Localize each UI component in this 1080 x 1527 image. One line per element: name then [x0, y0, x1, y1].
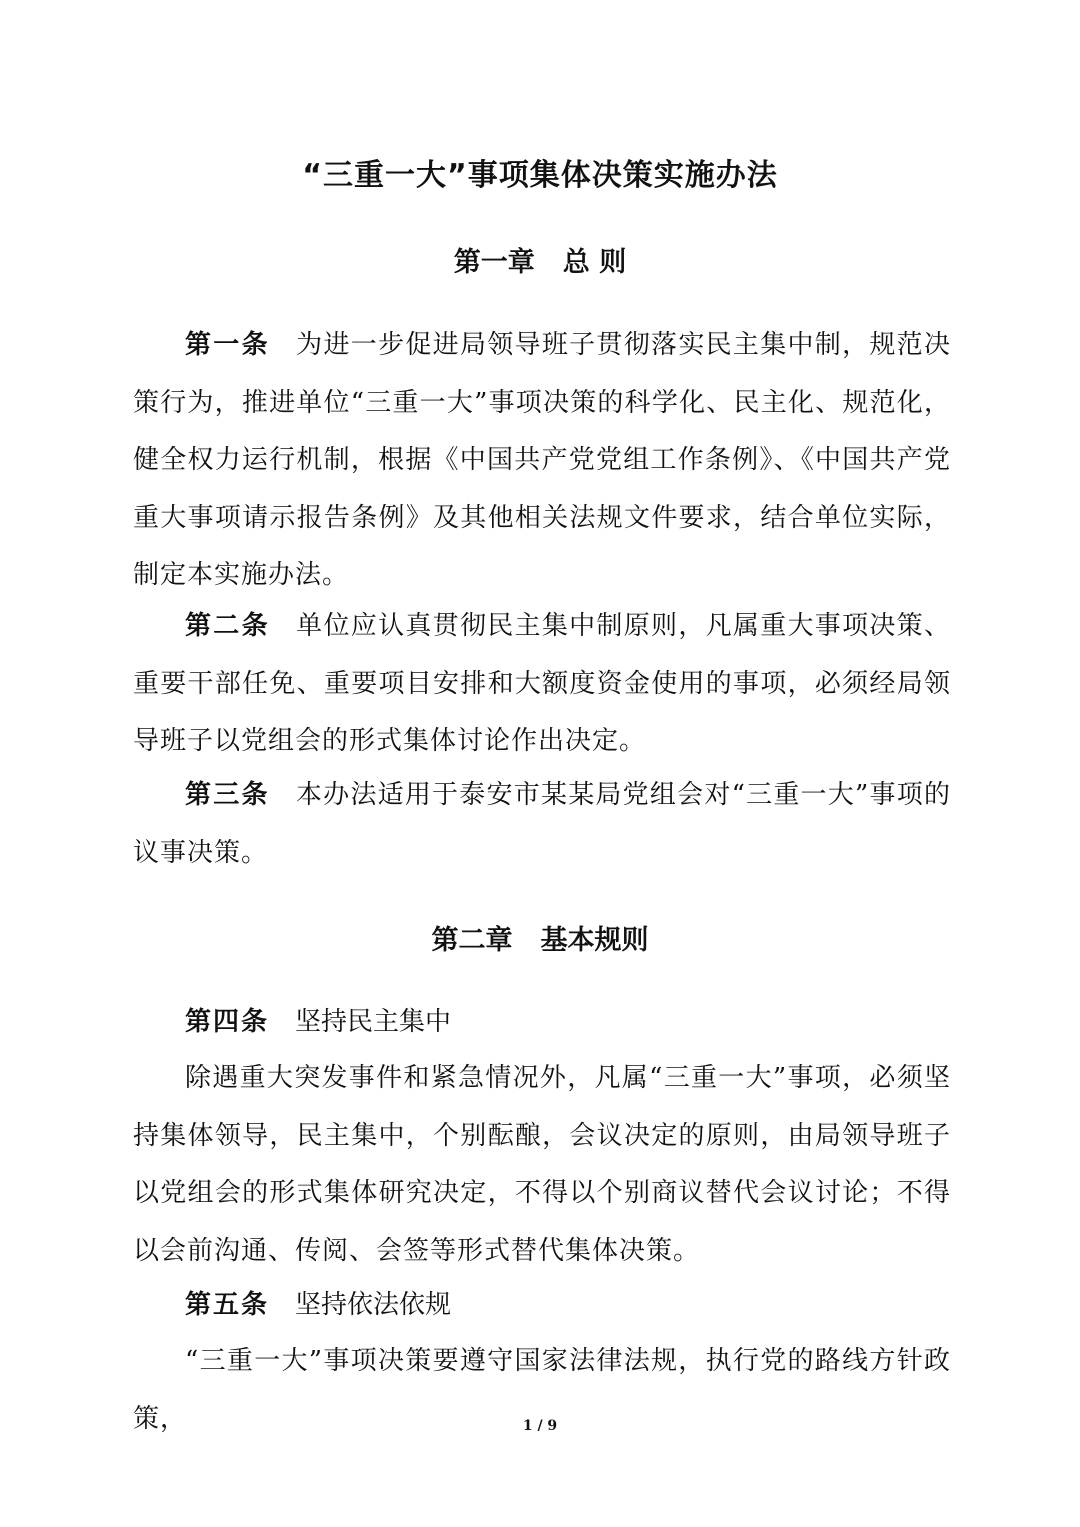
chapter-2-label: 第二章 [431, 925, 513, 956]
article-2-text: 单位应认真贯彻民主集中制原则，凡属重大事项决策、重要干部任免、重要项目安排和大额度资金使用的事项，必须经局领导班子以党组会的形式集体讨论作出决定。 [133, 611, 951, 756]
article-4-title: 坚持民主集中 [295, 1007, 452, 1037]
page-number: 1 / 9 [522, 1418, 558, 1434]
chapter-1-label: 第一章 [453, 247, 535, 278]
article-4-heading [185, 1002, 451, 1042]
article-5-label: 第五条 [185, 1290, 270, 1320]
article-1 [133, 317, 951, 605]
article-2-label: 第二条 [185, 611, 270, 641]
chapter-1-name: 总 则 [562, 247, 627, 278]
article-3-text: 本办法适用于泰安市某某局党组会对“三重一大”事项的议事决策。 [133, 780, 951, 868]
article-5-heading [185, 1285, 451, 1325]
article-4-body: 除遇重大突发事件和紧急情况外，凡属“三重一大”事项，必须坚持集体领导，民主集中，个别酝酿，会议决定的原则，由局领导班子以党组会的形式集体研究决定，不得以个别商议替代会议讨论；不得以会前沟通、传阅、会签等形式替代集体决策。 [133, 1063, 951, 1266]
article-5-body: “三重一大”事项决策要遵守国家法律法规，执行党的路线方针政策， [133, 1346, 951, 1434]
article-3-label: 第三条 [185, 780, 270, 810]
article-2 [133, 598, 951, 771]
article-1-label: 第一条 [185, 330, 270, 360]
article-4-label: 第四条 [185, 1007, 270, 1037]
article-3 [133, 767, 951, 882]
article-1-text: 为进一步促进局领导班子贯彻落实民主集中制，规范决策行为，推进单位“三重一大”事项决策的科学化、民主化、规范化，健全权力运行机制，根据《中国共产党党组工作条例》、《中国共产党重大事项请示报告条例》及其他相关法规文件要求，结合单位实际，制定本实施办法。 [133, 330, 951, 590]
document-title: “三重一大”事项集体决策实施办法 [302, 158, 778, 193]
article-5-title: 坚持依法依规 [295, 1290, 452, 1320]
chapter-2-heading [0, 918, 1080, 957]
chapter-2-name: 基本规则 [540, 925, 649, 956]
chapter-1-heading [0, 240, 1080, 279]
